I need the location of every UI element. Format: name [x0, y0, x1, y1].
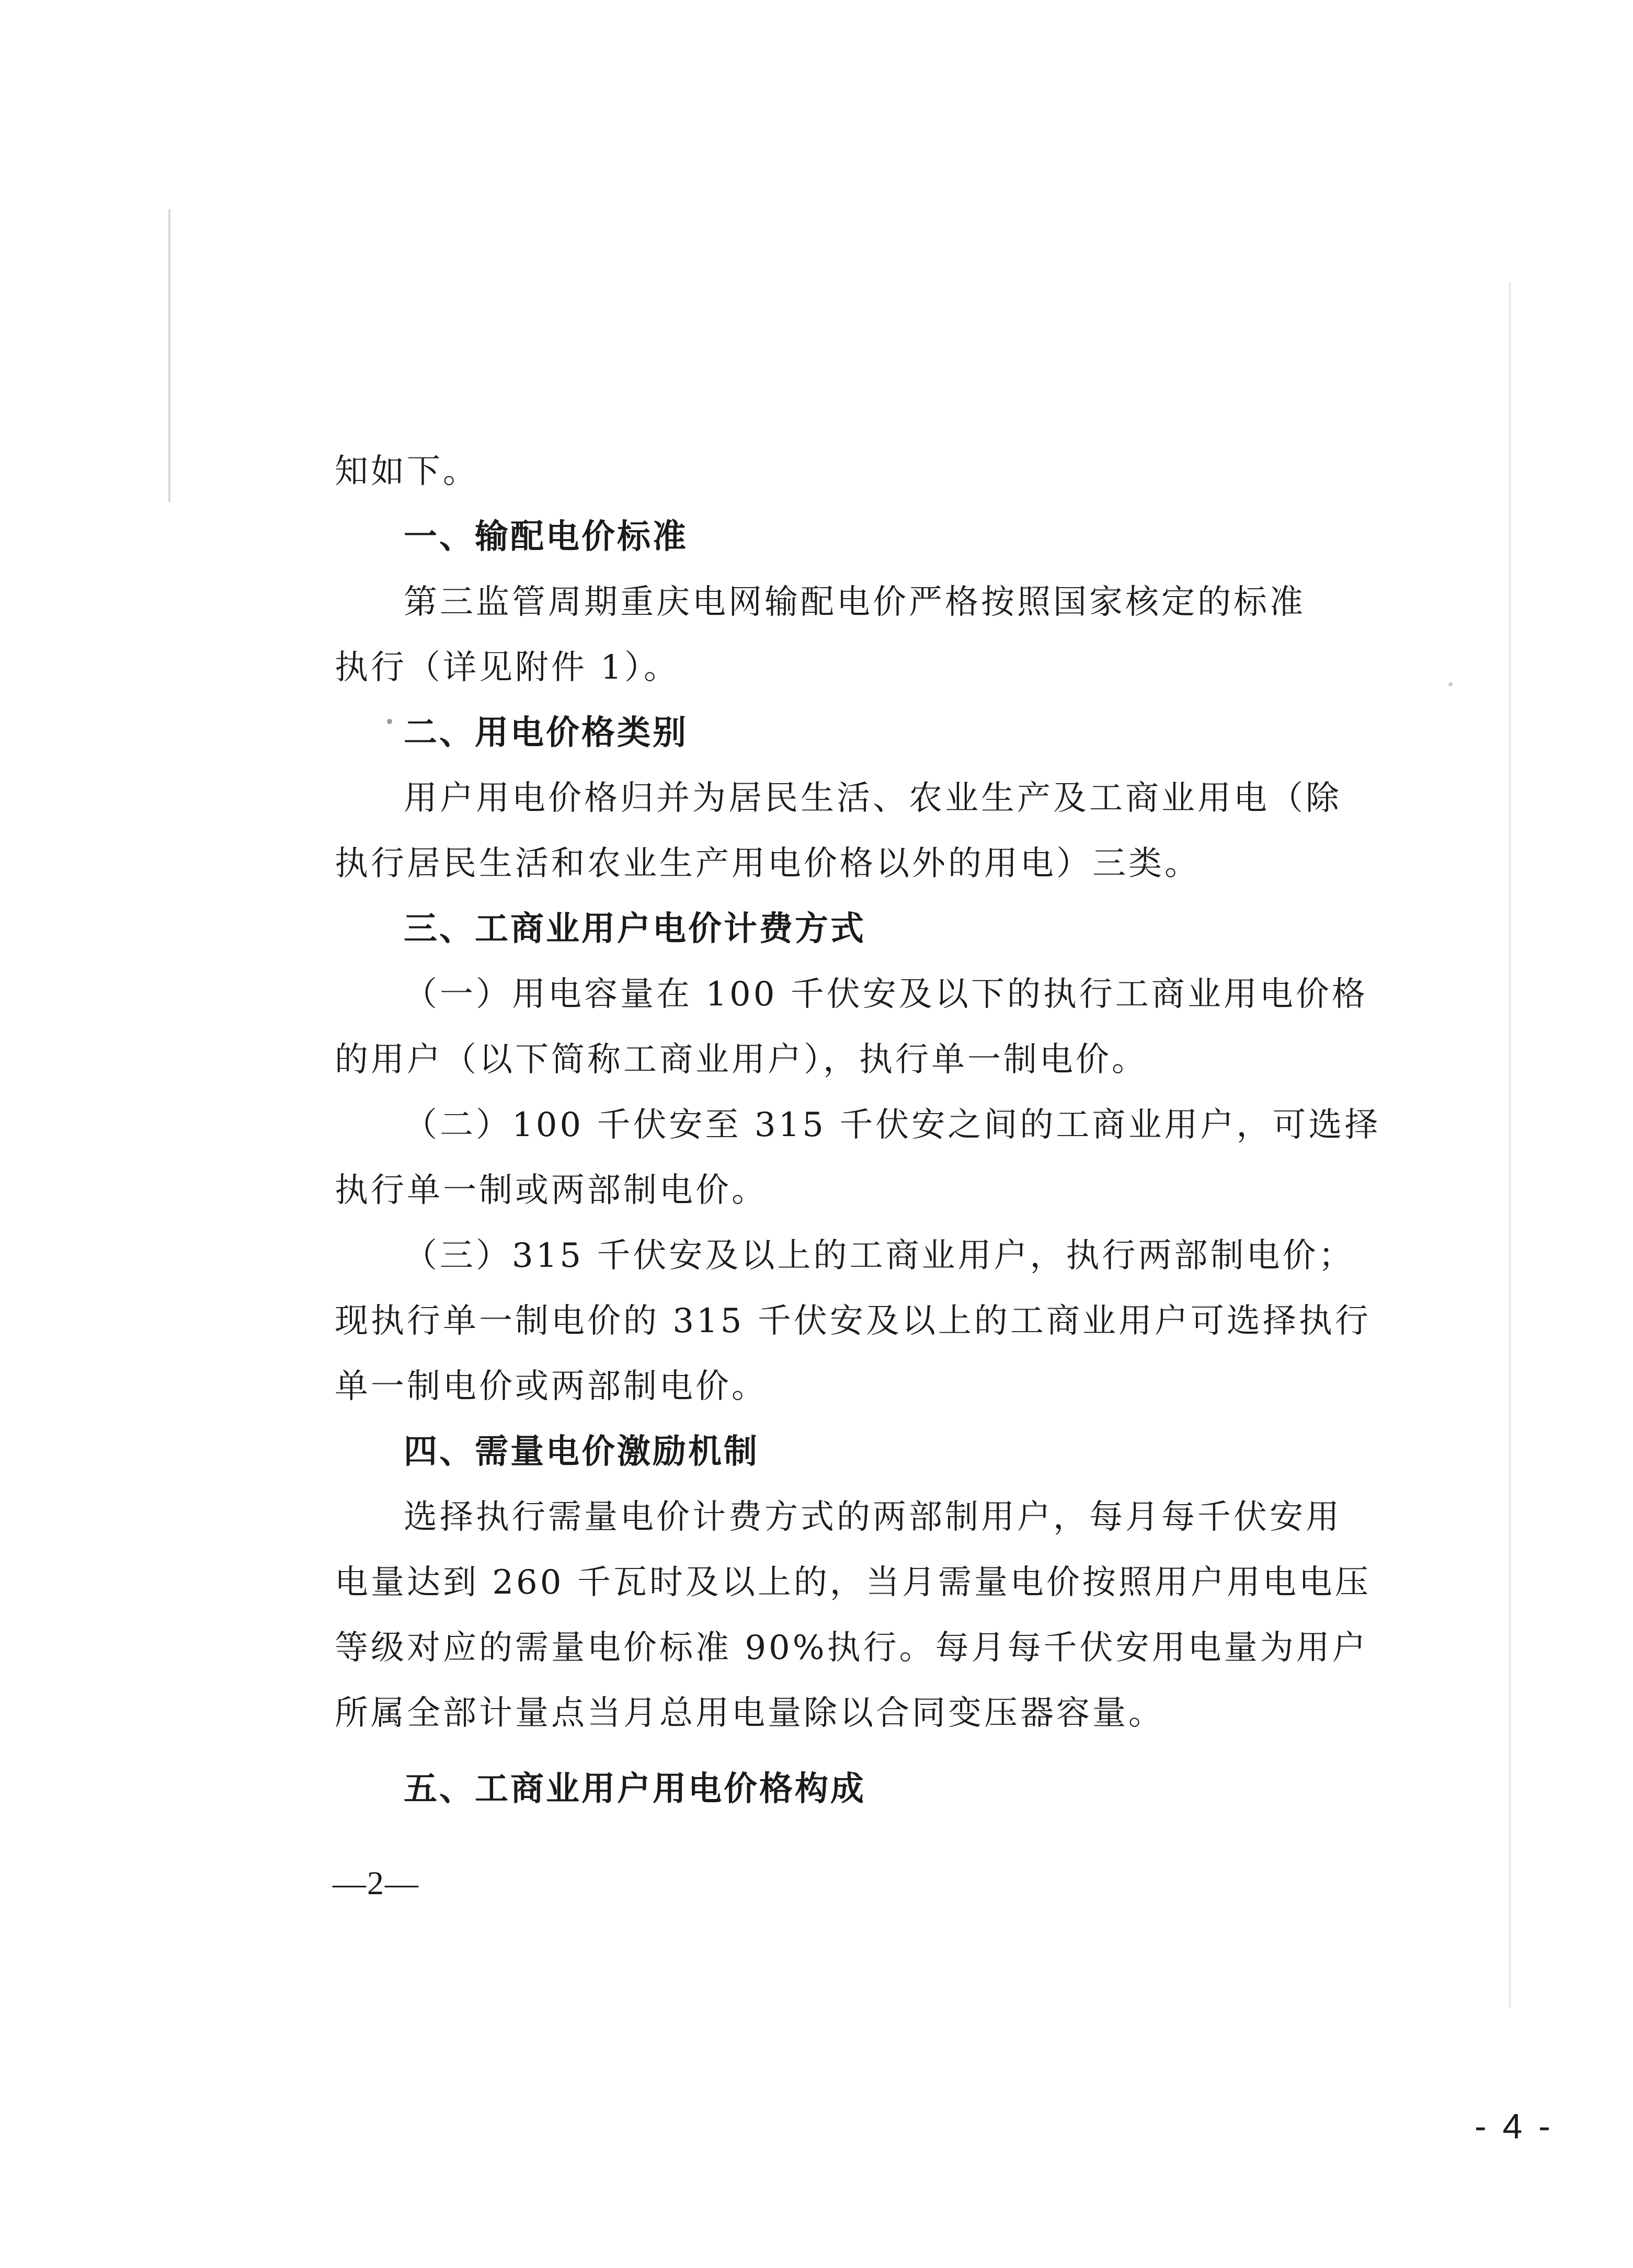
paragraph-line: 知如下。: [335, 452, 479, 491]
scan-edge-left: [168, 209, 170, 502]
paragraph-line: 第三监管周期重庆电网输配电价严格按照国家核定的标准: [404, 583, 1306, 622]
paragraph-line: 单一制电价或两部制电价。: [335, 1367, 768, 1406]
paragraph-line: 所属全部计量点当月总用电量除以合同变压器容量。: [335, 1694, 1164, 1733]
scan-speck: [1448, 682, 1453, 686]
paragraph-line: 执行单一制或两部制电价。: [335, 1171, 768, 1210]
section-heading-5: 五、工商业用户用电价格构成: [404, 1770, 866, 1808]
paragraph-line: 执行（详见附件 1）。: [335, 648, 680, 687]
paragraph-line: 用户用电价格归并为居民生活、农业生产及工商业用电（除: [404, 779, 1342, 818]
pdf-page-number: - 4 -: [1475, 2106, 1554, 2146]
paragraph-line: 选择执行需量电价计费方式的两部制用户，每月每千伏安用: [404, 1498, 1342, 1537]
paragraph-line: 电量达到 260 千瓦时及以上的，当月需量电价按照用户用电电压: [335, 1563, 1371, 1602]
document-body: [335, 439, 1381, 1822]
printed-page-number: —2—: [333, 1864, 419, 1902]
paragraph-line: （一）用电容量在 100 千伏安及以下的执行工商业用电价格: [404, 975, 1368, 1014]
paragraph-line: 等级对应的需量电价标准 90%执行。每月每千伏安用电量为用户: [335, 1629, 1368, 1667]
section-heading-4: 四、需量电价激励机制: [404, 1433, 759, 1471]
scan-edge-right: [1509, 282, 1511, 2008]
section-heading-3: 三、工商业用户电价计费方式: [404, 910, 866, 948]
paragraph-line: 执行居民生活和农业生产用电价格以外的用电）三类。: [335, 844, 1201, 883]
paragraph-line: 的用户（以下简称工商业用户），执行单一制电价。: [335, 1040, 1148, 1079]
paragraph-line: 现执行单一制电价的 315 千伏安及以上的工商业用户可选择执行: [335, 1302, 1371, 1341]
paragraph-line: （三）315 千伏安及以上的工商业用户，执行两部制电价；: [404, 1236, 1355, 1275]
paragraph-line: （二）100 千伏安至 315 千伏安之间的工商业用户，可选择: [404, 1106, 1381, 1144]
section-heading-2: 二、用电价格类别: [404, 714, 688, 752]
section-heading-1: 一、输配电价标准: [404, 518, 688, 556]
